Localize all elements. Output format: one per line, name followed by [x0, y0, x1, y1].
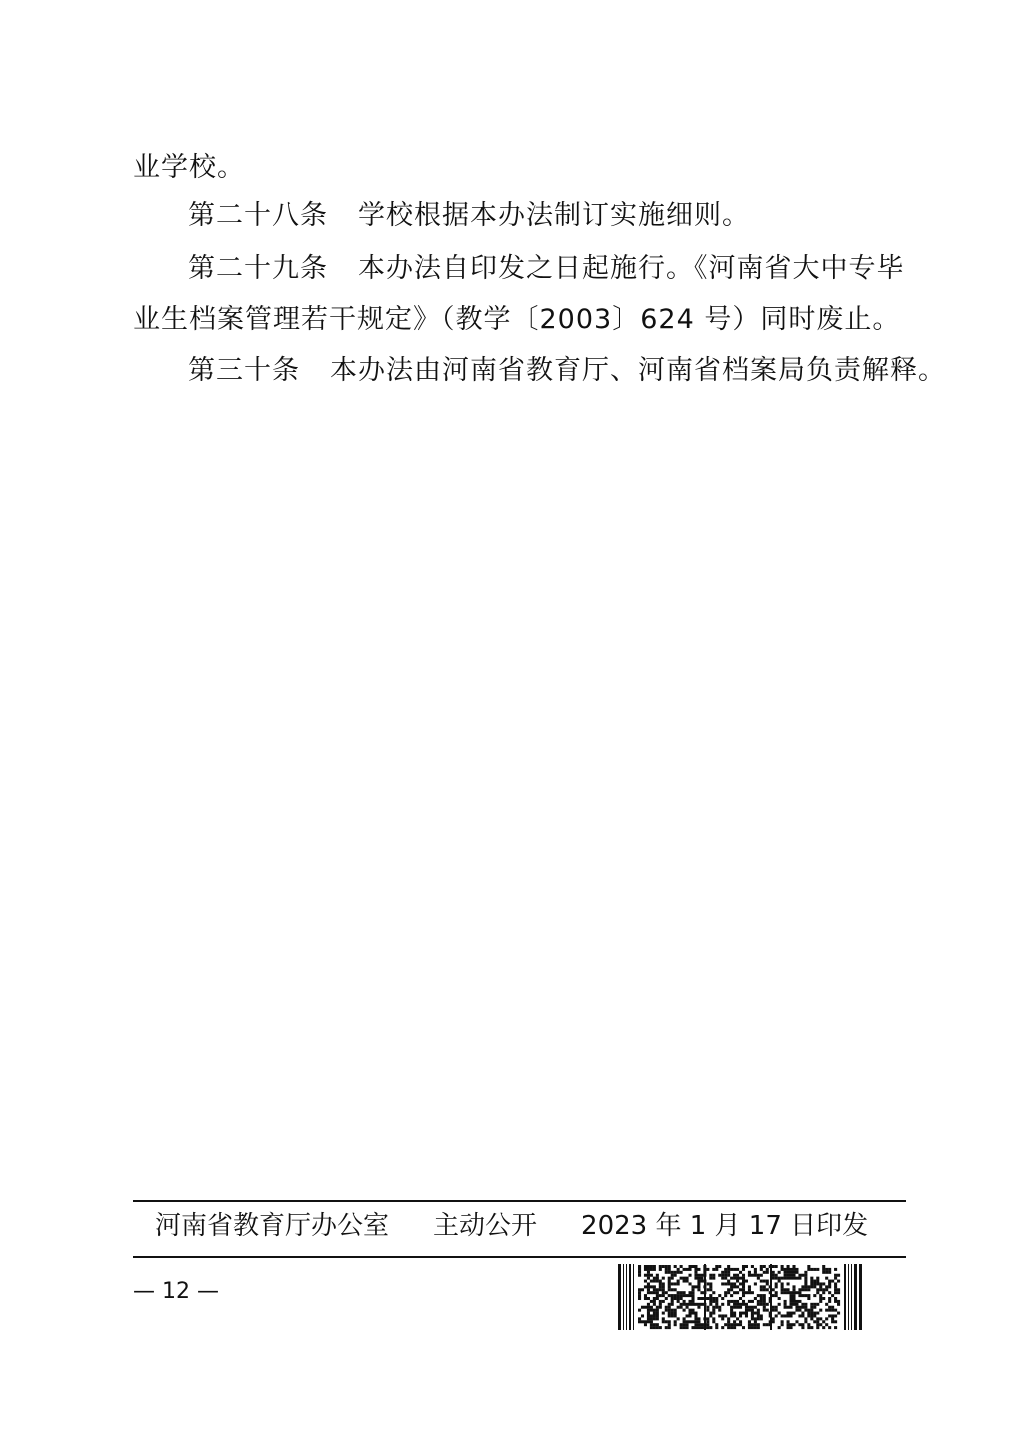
article-28 — [188, 200, 913, 232]
article-30 — [188, 355, 946, 387]
footer-bottom-rule — [133, 1256, 906, 1258]
paragraph-continuation: 业学校。 — [133, 152, 245, 183]
footer-disclosure: 主动公开 — [433, 1211, 538, 1241]
article-29 — [188, 253, 913, 285]
article-29-text-a: 本办法自印发之日起施行。《河南省大中专毕 — [358, 253, 905, 284]
barcode-icon — [618, 1264, 862, 1330]
footer-date: 2023 年 1 月 17 日印发 — [581, 1211, 869, 1241]
article-29-continuation: 业生档案管理若干规定》（教学〔2003〕624 号）同时废止。 — [133, 304, 901, 335]
footer-info — [155, 1210, 868, 1242]
page-number: — 12 — — [133, 1279, 219, 1304]
article-30-text: 本办法由河南省教育厅、河南省档案局负责解释。 — [330, 355, 946, 386]
article-30-number: 第三十条 — [188, 355, 300, 386]
article-28-text: 学校根据本办法制订实施细则。 — [358, 200, 750, 231]
article-28-number: 第二十八条 — [188, 200, 328, 231]
article-29-number: 第二十九条 — [188, 253, 328, 284]
footer-top-rule — [133, 1200, 906, 1202]
footer-issuer: 河南省教育厅办公室 — [155, 1211, 390, 1241]
